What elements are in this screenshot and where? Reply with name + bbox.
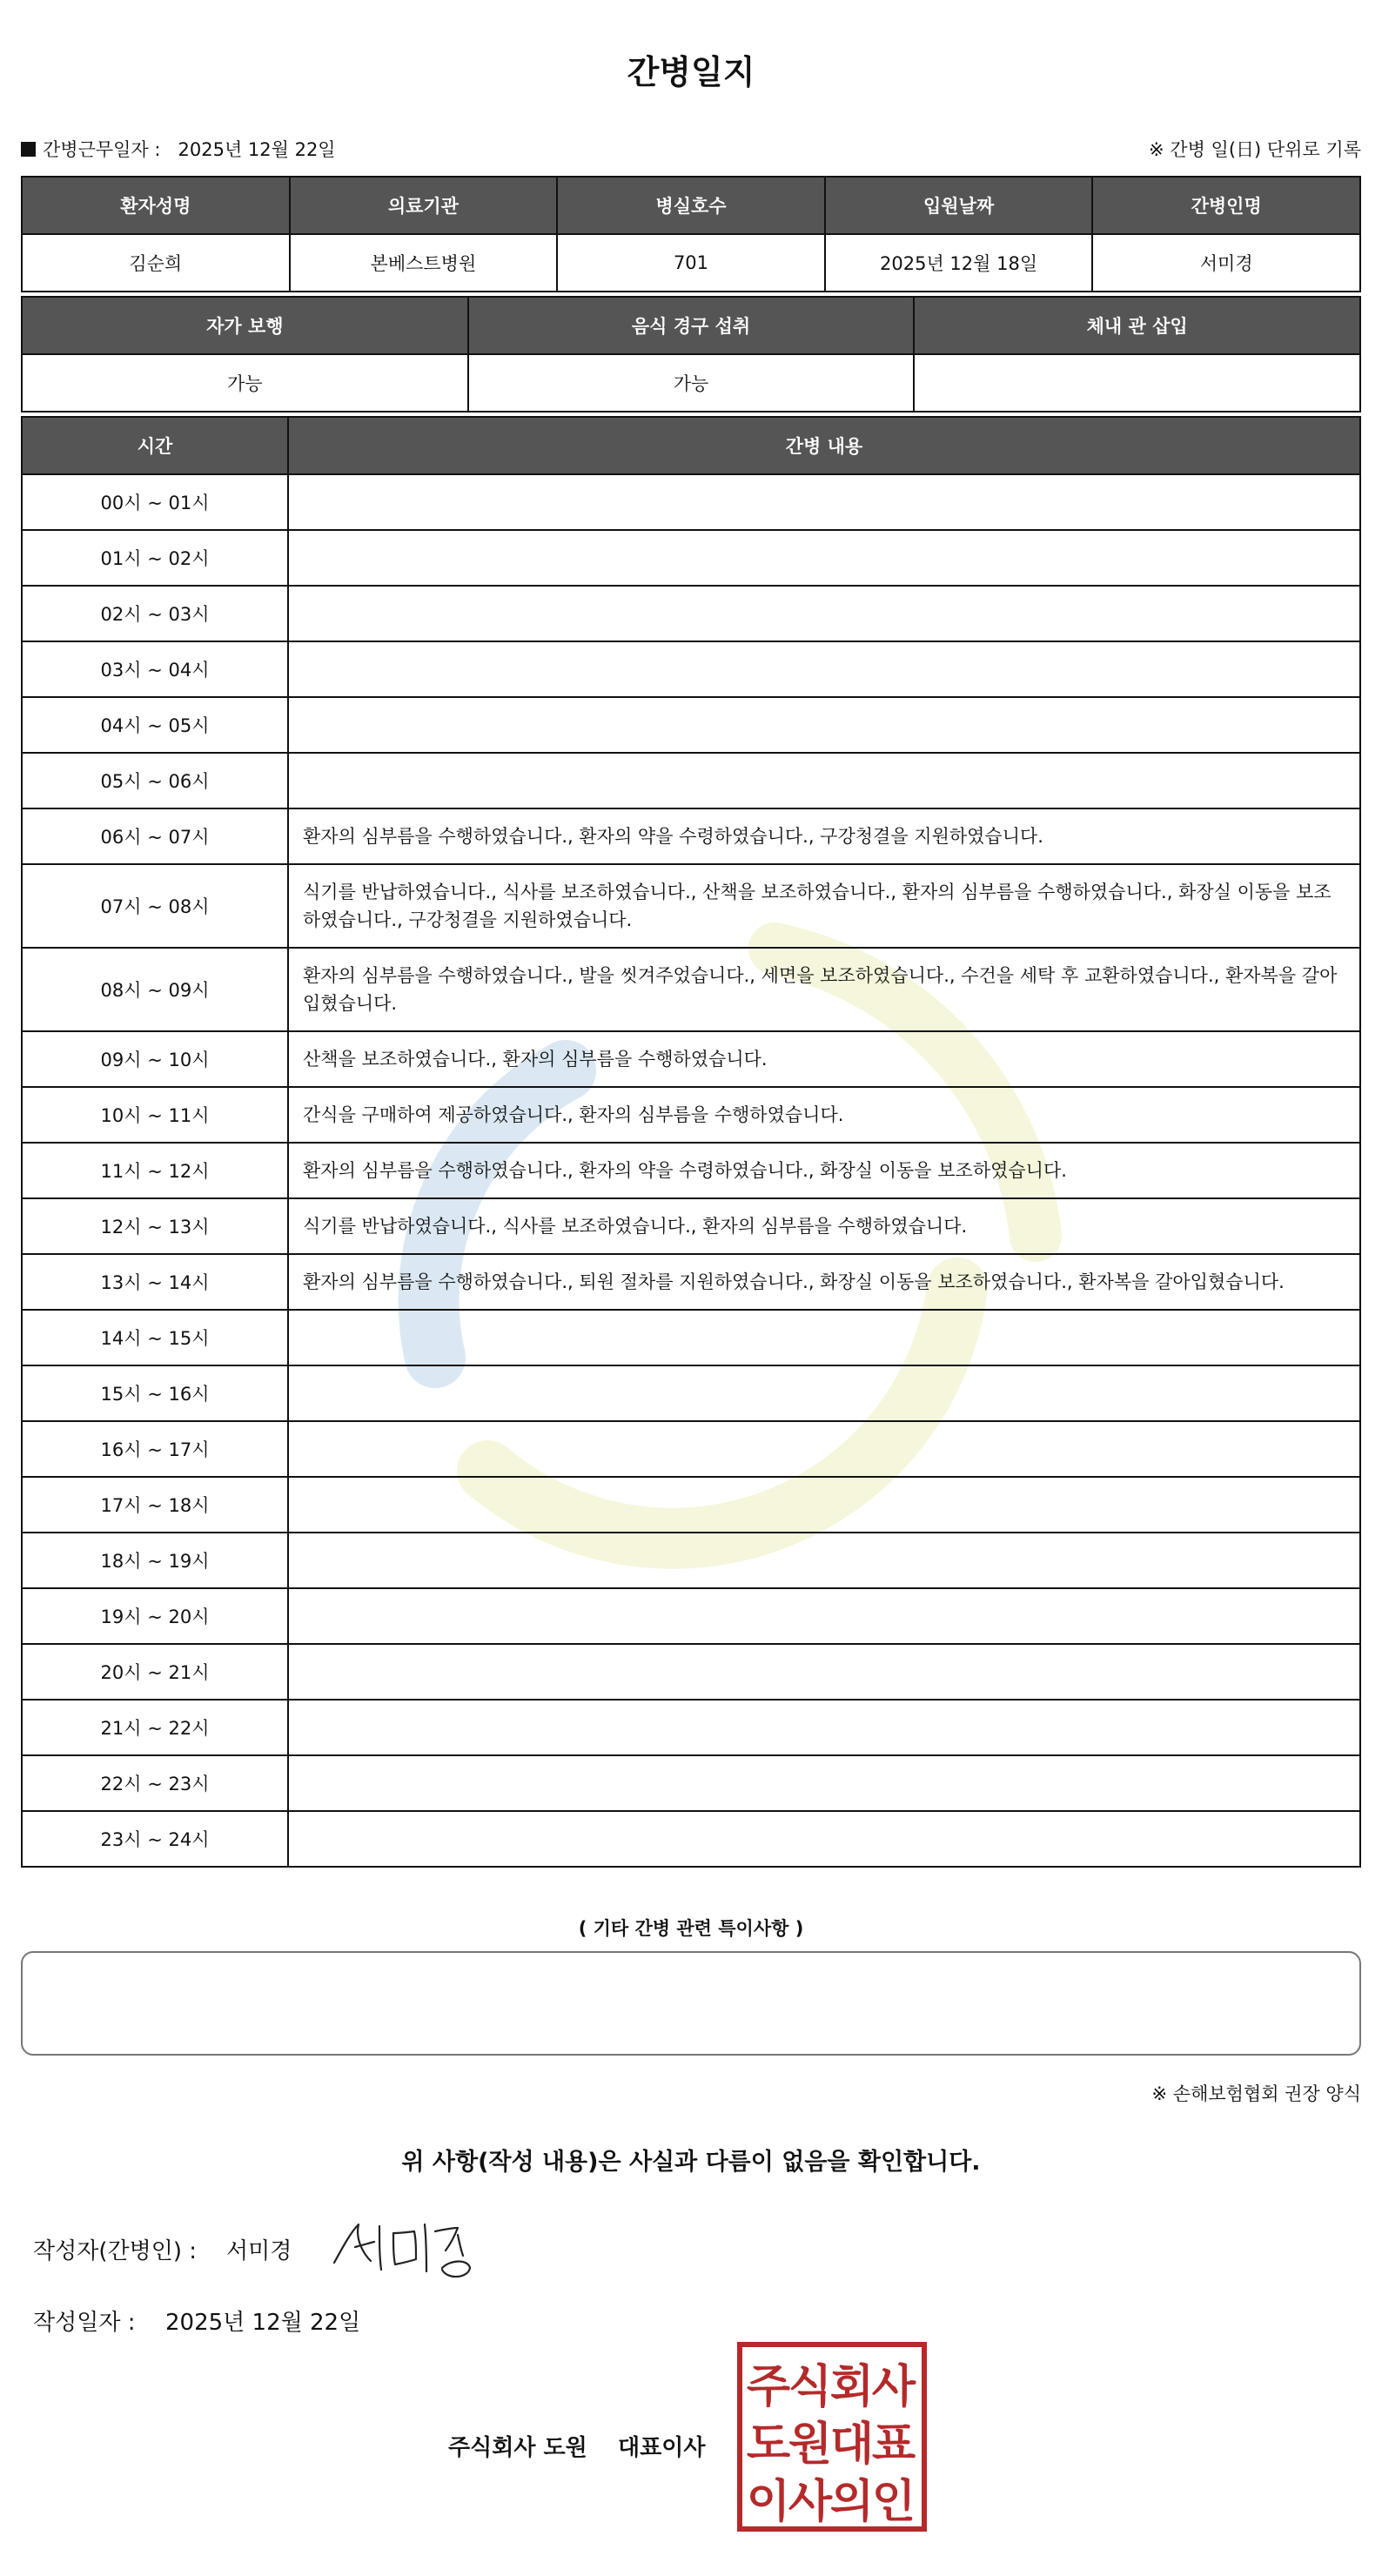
- log-time: 15시 ~ 16시: [22, 1365, 288, 1421]
- writer-name: 서미경: [226, 2238, 292, 2264]
- svg-text:식: 식: [788, 2360, 833, 2413]
- tube-insertion-value: [914, 354, 1360, 412]
- date-label: 작성일자 :: [33, 2310, 136, 2336]
- notes-box: [21, 1951, 1361, 2056]
- log-row: [22, 1254, 1360, 1310]
- log-row: [22, 1533, 1360, 1588]
- header-room: 병실호수: [557, 177, 825, 234]
- log-time: 08시 ~ 09시: [22, 948, 288, 1031]
- log-content: [288, 1421, 1360, 1477]
- svg-text:대: 대: [829, 2418, 875, 2471]
- log-time: 02시 ~ 03시: [22, 586, 288, 641]
- log-time: 11시 ~ 12시: [22, 1143, 288, 1198]
- log-row: [22, 1700, 1360, 1755]
- log-row: [22, 1588, 1360, 1644]
- log-time: 19시 ~ 20시: [22, 1588, 288, 1644]
- log-content: [288, 1644, 1360, 1700]
- log-content: 식기를 반납하였습니다., 식사를 보조하였습니다., 산책을 보조하였습니다., 환자의 심부름을 수행하였습니다., 화장실 이동을 보조하였습니다., 구강청결을 지원하였습니다.: [288, 864, 1360, 948]
- log-time: 03시 ~ 04시: [22, 641, 288, 697]
- svg-text:사: 사: [871, 2360, 916, 2413]
- svg-text:인: 인: [871, 2475, 916, 2528]
- log-row: [22, 1811, 1360, 1867]
- log-row: [22, 1421, 1360, 1477]
- log-time: 17시 ~ 18시: [22, 1477, 288, 1533]
- log-content: [288, 753, 1360, 808]
- svg-text:표: 표: [871, 2418, 916, 2471]
- caregiver-name: 서미경: [1092, 234, 1360, 292]
- log-time: 12시 ~ 13시: [22, 1198, 288, 1254]
- log-content: [288, 1811, 1360, 1867]
- oral-intake-value: 가능: [468, 354, 915, 412]
- log-content: [288, 1533, 1360, 1588]
- log-row: [22, 1365, 1360, 1421]
- log-time: 23시 ~ 24시: [22, 1811, 288, 1867]
- log-time: 18시 ~ 19시: [22, 1533, 288, 1588]
- log-row: [22, 1644, 1360, 1700]
- log-row: [22, 1477, 1360, 1533]
- log-time: 07시 ~ 08시: [22, 864, 288, 948]
- log-time: 20시 ~ 21시: [22, 1644, 288, 1700]
- log-content: [288, 697, 1360, 753]
- log-time: 10시 ~ 11시: [22, 1087, 288, 1143]
- hospital-name: 본베스트병원: [290, 234, 558, 292]
- log-content: 환자의 심부름을 수행하였습니다., 환자의 약을 수령하였습니다., 구강청결을 지원하였습니다.: [288, 808, 1360, 864]
- log-row: [22, 1198, 1360, 1254]
- handwritten-signature: [329, 2209, 486, 2287]
- svg-text:원: 원: [788, 2418, 833, 2471]
- work-date-label: 간병근무일자 :: [43, 139, 161, 160]
- log-row: [22, 474, 1360, 530]
- log-time: 05시 ~ 06시: [22, 753, 288, 808]
- log-row: [22, 586, 1360, 641]
- svg-text:주: 주: [746, 2360, 791, 2413]
- log-content: [288, 1365, 1360, 1421]
- room-number: 701: [557, 234, 825, 292]
- work-date-value: 2025년 12월 22일: [178, 139, 336, 160]
- log-time: 16시 ~ 17시: [22, 1421, 288, 1477]
- patient-status-table: [21, 296, 1361, 413]
- log-row: [22, 697, 1360, 753]
- log-time: 22시 ~ 23시: [22, 1755, 288, 1811]
- log-row: [22, 641, 1360, 697]
- log-time: 21시 ~ 22시: [22, 1700, 288, 1755]
- log-content: [288, 1477, 1360, 1533]
- log-row: [22, 1087, 1360, 1143]
- patient-info-table: [21, 176, 1361, 292]
- header-care-content: 간병 내용: [288, 417, 1360, 474]
- writer-label: 작성자(간병인) :: [33, 2238, 198, 2264]
- log-content: [288, 1310, 1360, 1365]
- association-note: ※ 손해보험협회 권장 양식: [1151, 2083, 1361, 2104]
- log-content: [288, 474, 1360, 530]
- header-admission-date: 입원날짜: [825, 177, 1093, 234]
- admission-date: 2025년 12월 18일: [825, 234, 1093, 292]
- unit-note: ※ 간병 일(日) 단위로 기록: [1149, 139, 1361, 160]
- date-value: 2025년 12월 22일: [165, 2310, 361, 2336]
- company-name: 주식회사 도원: [448, 2435, 587, 2461]
- log-row: [22, 1031, 1360, 1087]
- log-time: 06시 ~ 07시: [22, 808, 288, 864]
- log-content: [288, 641, 1360, 697]
- svg-text:도: 도: [746, 2418, 791, 2471]
- log-row: [22, 1143, 1360, 1198]
- log-content: [288, 530, 1360, 586]
- log-content: 환자의 심부름을 수행하였습니다., 퇴원 절차를 지원하였습니다., 화장실 이동을 보조하였습니다., 환자복을 갈아입혔습니다.: [288, 1254, 1360, 1310]
- log-time: 00시 ~ 01시: [22, 474, 288, 530]
- log-row: [22, 864, 1360, 948]
- log-content: 간식을 구매하여 제공하였습니다., 환자의 심부름을 수행하였습니다.: [288, 1087, 1360, 1143]
- header-self-walking: 자가 보행: [22, 297, 468, 354]
- log-content: [288, 1588, 1360, 1644]
- header-oral-intake: 음식 경구 섭취: [468, 297, 915, 354]
- header-tube-insertion: 체내 관 삽입: [914, 297, 1360, 354]
- document-title: 간병일지: [627, 53, 755, 91]
- log-content: [288, 586, 1360, 641]
- log-content: 환자의 심부름을 수행하였습니다., 발을 씻겨주었습니다., 세면을 보조하였습니다., 수건을 세탁 후 교환하였습니다., 환자복을 갈아입혔습니다.: [288, 948, 1360, 1031]
- header-caregiver: 간병인명: [1092, 177, 1360, 234]
- log-content: [288, 1755, 1360, 1811]
- log-content: [288, 1700, 1360, 1755]
- log-row: [22, 808, 1360, 864]
- svg-text:회: 회: [829, 2360, 875, 2413]
- square-bullet-icon: [21, 142, 36, 157]
- patient-name: 김순희: [22, 234, 290, 292]
- log-content: 식기를 반납하였습니다., 식사를 보조하였습니다., 환자의 심부름을 수행하였습니다.: [288, 1198, 1360, 1254]
- log-row: [22, 1310, 1360, 1365]
- care-log-table: [21, 416, 1361, 1868]
- log-content: 환자의 심부름을 수행하였습니다., 환자의 약을 수령하였습니다., 화장실 이동을 보조하였습니다.: [288, 1143, 1360, 1198]
- log-row: [22, 948, 1360, 1031]
- notes-title: ( 기타 간병 관련 특이사항 ): [578, 1918, 804, 1939]
- svg-text:사: 사: [788, 2475, 833, 2528]
- log-time: 01시 ~ 02시: [22, 530, 288, 586]
- header-time: 시간: [22, 417, 288, 474]
- log-content: 산책을 보조하였습니다., 환자의 심부름을 수행하였습니다.: [288, 1031, 1360, 1087]
- log-time: 13시 ~ 14시: [22, 1254, 288, 1310]
- company-seal: [736, 2341, 928, 2532]
- log-time: 14시 ~ 15시: [22, 1310, 288, 1365]
- log-time: 09시 ~ 10시: [22, 1031, 288, 1087]
- work-date-line: [21, 136, 336, 162]
- log-row: [22, 530, 1360, 586]
- header-hospital: 의료기관: [290, 177, 558, 234]
- self-walking-value: 가능: [22, 354, 468, 412]
- log-row: [22, 1755, 1360, 1811]
- log-time: 04시 ~ 05시: [22, 697, 288, 753]
- log-row: [22, 753, 1360, 808]
- header-patient-name: 환자성명: [22, 177, 290, 234]
- svg-text:이: 이: [746, 2475, 791, 2528]
- representative-title: 대표이사: [618, 2435, 706, 2461]
- confirmation-statement: 위 사항(작성 내용)은 사실과 다름이 없음을 확인합니다.: [401, 2149, 981, 2176]
- svg-text:의: 의: [829, 2475, 875, 2528]
